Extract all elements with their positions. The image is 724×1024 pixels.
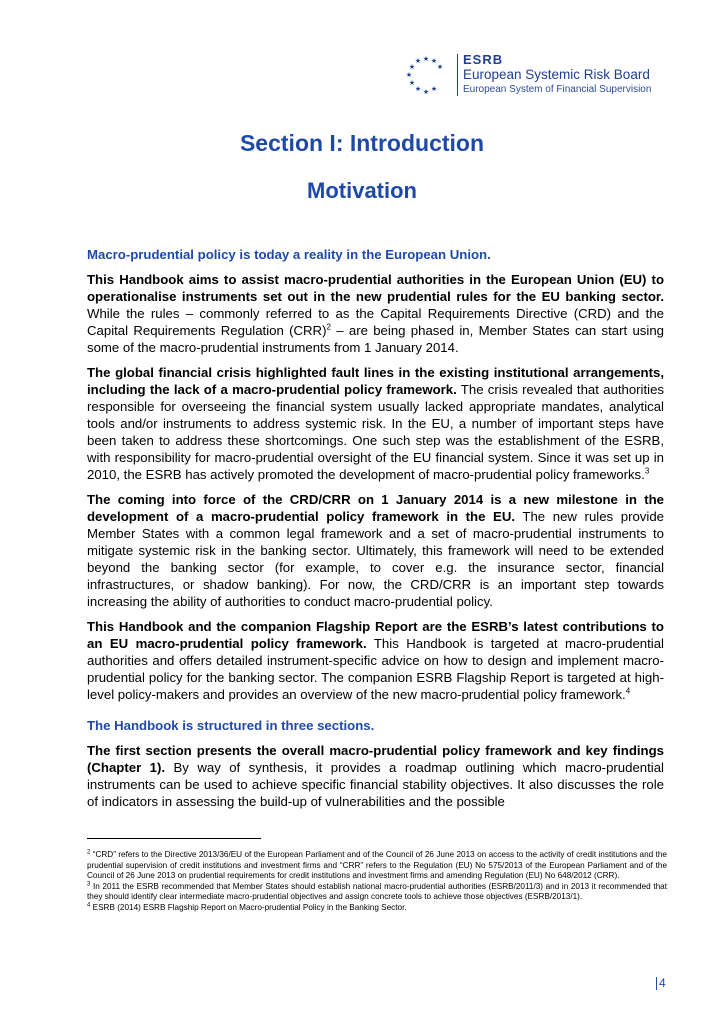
svg-text:★: ★ (408, 79, 416, 87)
paragraph-text: This Handbook is targeted at macro-prudential authorities and offers detailed instrument-specific advice on how to design and implement macro-prudential policy for the banking sector. The companion ESRB Flagship Report is targeted at high-level policy-makers and provides an overview of the new macro-prudential policy framework. (87, 636, 664, 702)
footnotes (87, 850, 667, 913)
footnote-ref[interactable]: 2 (326, 322, 331, 332)
svg-text:★: ★ (414, 57, 422, 65)
page-number (656, 976, 666, 990)
footnote-ref[interactable]: 3 (644, 466, 650, 476)
footnote-number: 2 (87, 849, 91, 856)
subheading-reality: Macro-prudential policy is today a reality in the European Union. (87, 247, 491, 262)
paragraph-lead: This Handbook aims to assist macro-prudential authorities in the European Union (EU) to operationalise instruments set out in the new prudential rules for the EU banking sector. (87, 272, 664, 304)
logo-name: European Systemic Risk Board (463, 67, 650, 82)
paragraph-flagship-report (87, 618, 664, 703)
footnote-number: 3 (87, 880, 91, 887)
svg-text:★: ★ (430, 57, 438, 65)
paragraph-handbook-aims (87, 271, 664, 356)
paragraph-lead: This Handbook and the companion Flagship Report are the ESRB’s latest contributions to an EU macro-prudential policy framework. (87, 619, 664, 651)
svg-text:★: ★ (422, 55, 430, 63)
footnote-3 (87, 882, 667, 903)
logo-text (463, 52, 651, 96)
section-subtitle: Motivation (307, 178, 417, 203)
svg-text:★: ★ (414, 85, 422, 93)
logo-subtitle: European System of Financial Supervision (463, 84, 652, 95)
page-number-value: 4 (659, 976, 666, 990)
footnote-text: In 2011 the ESRB recommended that Member States should establish national macro-prudential authorities (ESRB/2011/3) and in 2013 it recommended that they should identify clear intermediate macro-prudential objectives and assign concrete tools to achieve those objectives (ESRB/2013/1). (87, 881, 667, 901)
svg-text:★: ★ (422, 88, 430, 96)
footnote-text: ESRB (2014) ESRB Flagship Report on Macro-prudential Policy in the Banking Sector. (90, 902, 407, 912)
svg-text:★: ★ (405, 71, 413, 79)
page-number-divider (656, 977, 657, 990)
paragraph-text: While the rules – commonly referred to as the Capital Requirements Directive (CRD) and the Capital Requirements Regulation (CRR) (87, 306, 664, 338)
paragraph-lead: The global financial crisis highlighted fault lines in the existing institutional arrangements, including the lack of a macro-prudential policy framework. (87, 365, 664, 397)
footnote-number: 4 (87, 901, 91, 908)
paragraph-crd-crr (87, 491, 664, 610)
paragraph-text: The crisis revealed that authorities responsible for overseeing the financial system usually lacked appropriate mandates, analytical tools and/or instruments to address systemic risk. In the EU, a number of important steps have been taken to address these shortcomings. One such step was the establishment of the ESRB, with responsibility for macro-prudential oversight of the EU financial system. Since it was set up in 2010, the ESRB has actively promoted the development of macro-prudential policy frameworks. (87, 382, 665, 482)
footnote-ref[interactable]: 4 (625, 686, 631, 696)
paragraph-text: By way of synthesis, it provides a roadmap outlining which macro-prudential instruments can be used to achieve specific financial stability objectives. It also discusses the role of indicators in assessing the build-up of vulnerabilities and the possible (87, 760, 664, 809)
paragraph-text: The new rules provide Member States with a common legal framework and a set of macro-prudential instruments to mitigate systemic risk in the banking sector. Ultimately, this framework will need to be extended beyond the banking sector (for example, to cover e.g. the insurance sector, financial infrastructures, or shadow banking). For now, the CRD/CRR is an important step towards increasing the ability of authorities to conduct macro-prudential policy. (87, 509, 664, 609)
logo-divider (457, 54, 458, 96)
section-title: Section I: Introduction (239, 130, 485, 156)
paragraph-financial-crisis (87, 364, 664, 483)
body-text (87, 246, 664, 818)
logo-abbr: ESRB (463, 52, 504, 67)
footnote-text: “CRD” refers to the Directive 2013/36/EU of the European Parliament and of the Council of 26 June 2013 on access to the activity of credit institutions and the prudential supervision of credit institutions and investment firms and “CRR” refers to the Regulation (EU) No 575/2013 of the European Parliament and of the Council of 26 June 2013 on prudential requirements for credit institutions and investment firms and amending Regulation (EU) No 648/2012 (CRR). (87, 850, 667, 880)
footnote-4 (87, 903, 667, 914)
eu-stars-icon (404, 54, 448, 98)
paragraph-lead: The coming into force of the CRD/CRR on 1 January 2014 is a new milestone in the development of a macro-prudential policy framework in the EU. (87, 492, 664, 524)
esrb-logo (404, 52, 652, 98)
footnote-2 (87, 850, 667, 882)
svg-text:★: ★ (436, 63, 444, 71)
paragraph-first-section (87, 742, 664, 810)
svg-text:★: ★ (430, 85, 438, 93)
footnote-divider (87, 838, 261, 839)
subheading-structure: The Handbook is structured in three sections. (87, 718, 375, 733)
svg-text:★: ★ (408, 63, 416, 71)
paragraph-lead: The first section presents the overall macro-prudential policy framework and key findings (Chapter 1). (87, 743, 664, 775)
paragraph-text: – are being phased in, Member States can start using some of the macro-prudential instruments from 1 January 2014. (87, 323, 664, 355)
